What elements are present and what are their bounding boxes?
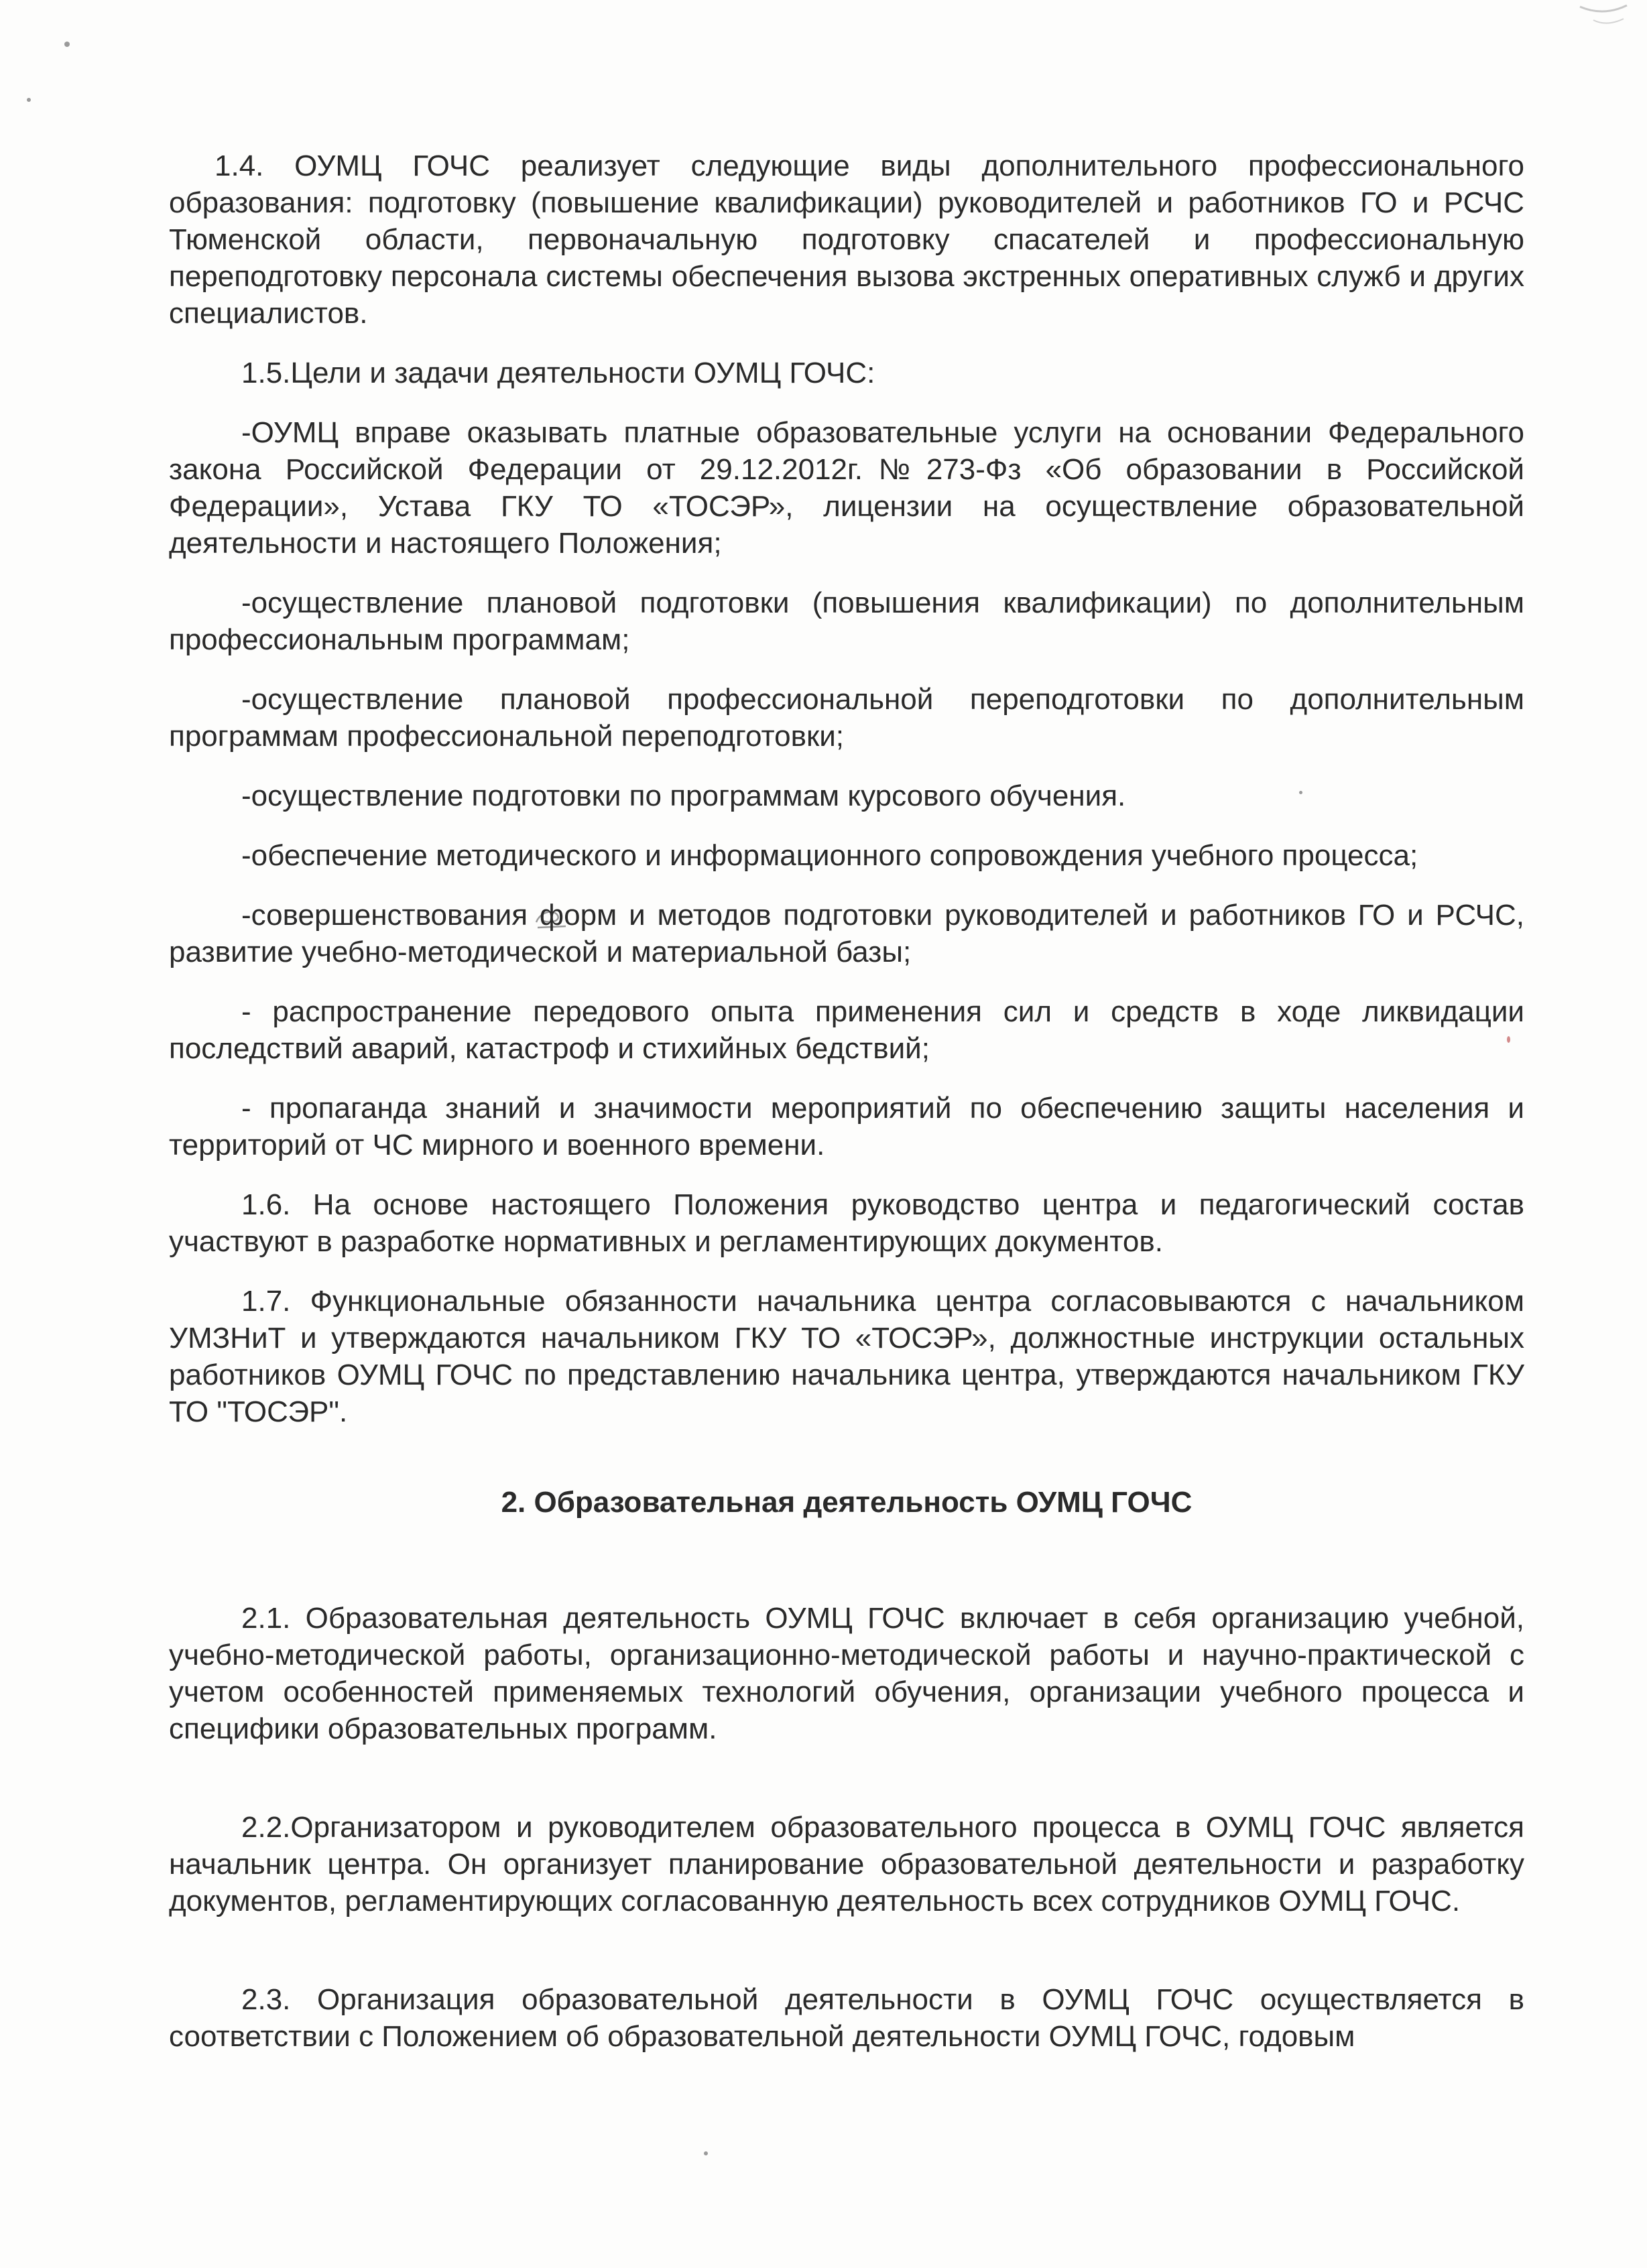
paragraph-1-7: 1.7. Функциональные обязанности начальника центра согласовываются с начальником УМЗНиТ и утверждаются начальником ГКУ ТО «ТОСЭР», должностные инструкции остальных работников ОУМЦ ГОЧС по представлению начальника центра, утверждаются начальником ГКУ ТО "ТОСЭР". bbox=[169, 1285, 1524, 1428]
paragraph-1-5: 1.5.Цели и задачи деятельности ОУМЦ ГОЧС: bbox=[241, 357, 875, 389]
paragraph-methodical-support: -обеспечение методического и информационного сопровождения учебного процесса; bbox=[241, 839, 1418, 872]
corner-smudge-mark bbox=[1573, 0, 1634, 40]
scan-speck bbox=[704, 2151, 708, 2155]
document-body bbox=[169, 147, 1524, 2078]
paragraph-2-2: 2.2.Организатором и руководителем образовательного процесса в ОУМЦ ГОЧС является начальник центра. Он организует планирование образовательной деятельности и разработку документов, регламентирующих согласованную деятельность всех сотрудников ОУМЦ ГОЧС. bbox=[169, 1811, 1524, 1917]
paragraph-experience-sharing: - распространение передового опыта применения сил и средств в ходе ликвидации последствий аварий, катастроф и стихийных бедствий; bbox=[169, 995, 1524, 1065]
paragraph-retraining: -осуществление плановой профессиональной переподготовки по дополнительным программам профессиональной переподготовки; bbox=[169, 683, 1524, 753]
paragraph-1-6: 1.6. На основе настоящего Положения руководство центра и педагогический состав участвуют в разработке нормативных и регламентирующих документов. bbox=[169, 1188, 1524, 1258]
section-heading: 2. Образовательная деятельность ОУМЦ ГОЧС bbox=[501, 1486, 1193, 1519]
paragraph-propaganda: - пропаганда знаний и значимости мероприятий по обеспечению защиты населения и территорий от ЧС мирного и военного времени. bbox=[169, 1092, 1524, 1161]
paragraph-2-3: 2.3. Организация образовательной деятельности в ОУМЦ ГОЧС осуществляется в соответствии с Положением об образовательной деятельности ОУМЦ ГОЧС, годовым bbox=[169, 1983, 1524, 2053]
paragraph-2-1: 2.1. Образовательная деятельность ОУМЦ ГОЧС включает в себя организацию учебной, учебно-методической работы, организационно-методической работы и научно-практической с учетом особенностей применяемых технологий обучения, организации учебного процесса и специфики образовательных программ. bbox=[169, 1602, 1524, 1745]
paragraph-paid-services: -ОУМЦ вправе оказывать платные образовательные услуги на основании Федерального закона Российской Федерации от 29.12.2012г.№273-Фз «Об образовании в Российской Федерации», Устава ГКУ ТО «ТОСЭР», лицензии на осуществление образовательной деятельности и настоящего Положения; bbox=[169, 416, 1524, 560]
scan-speck bbox=[64, 42, 70, 47]
paragraph-1-4: 1.4. ОУМЦ ГОЧС реализует следующие виды дополнительного профессионального образования: подготовку (повышение квалификации) руководителей и работников ГО и РСЧС Тюменской области, первоначальную подготовку спасателей и профессиональную переподготовку персонала системы обеспечения вызова экстренных оперативных служб и других специалистов. bbox=[169, 149, 1524, 330]
paragraph-improvement: -совершенствования форм и методов подготовки руководителей и работников ГО и РСЧС, развитие учебно-методической и материальной базы; bbox=[169, 899, 1524, 968]
paragraph-planned-training: -осуществление плановой подготовки (повышения квалификации) по дополнительным профессиональным программам; bbox=[169, 586, 1524, 656]
paragraph-course-training: -осуществление подготовки по программам курсового обучения. bbox=[241, 779, 1126, 812]
scan-speck bbox=[27, 98, 31, 102]
